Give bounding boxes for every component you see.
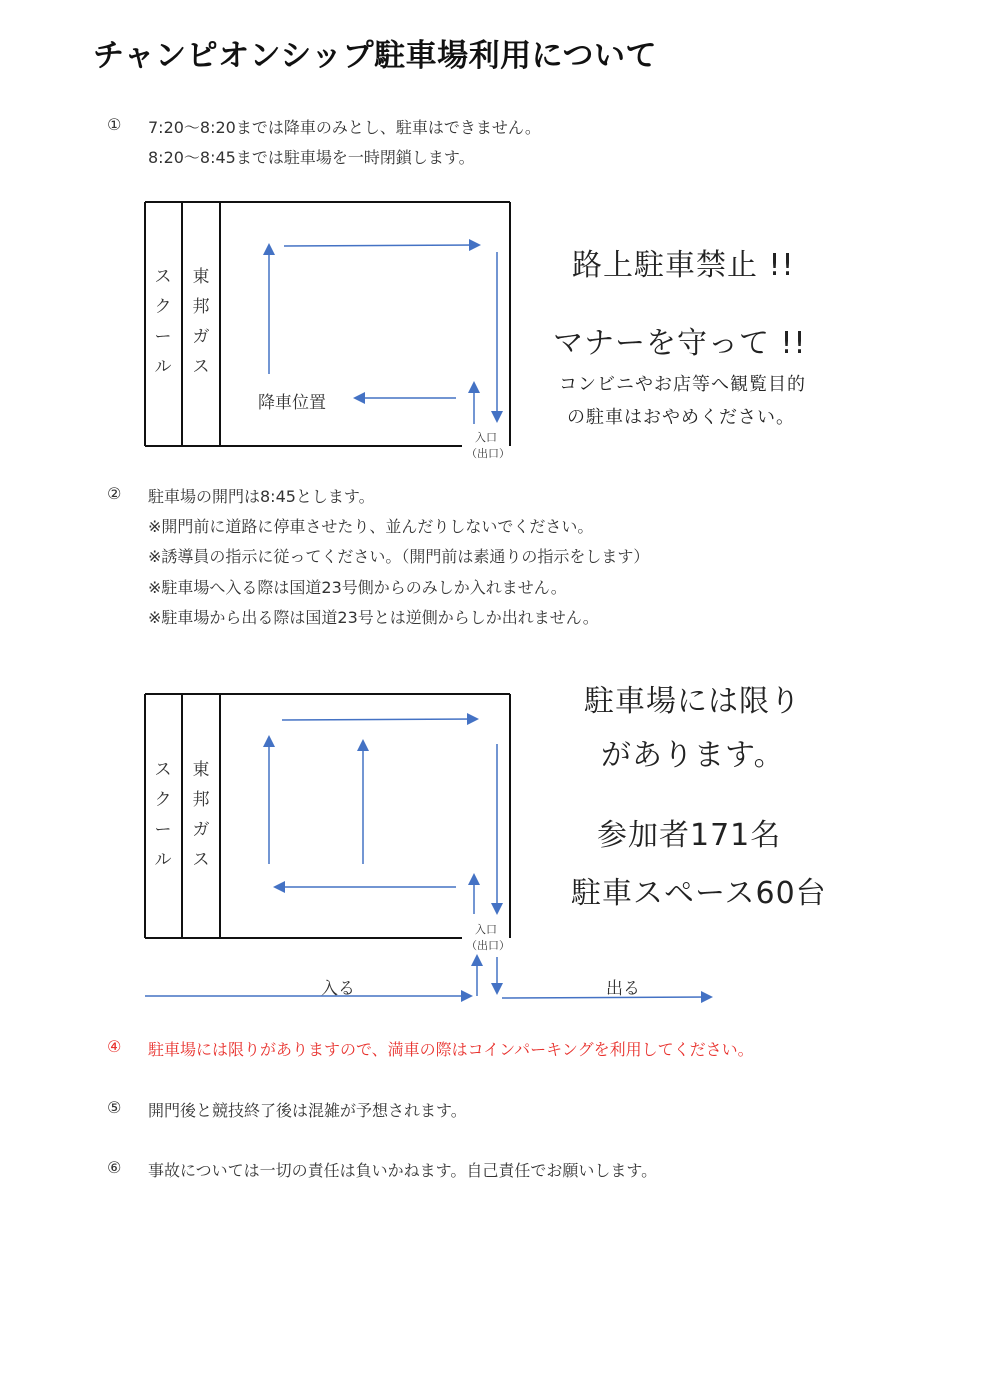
convenience-store-notice-2: の駐車はおやめください。 bbox=[567, 407, 795, 428]
convenience-store-notice-1: コンビニやお店等へ観覧目的 bbox=[559, 374, 806, 395]
dropoff-position-label: 降車位置 bbox=[258, 393, 326, 413]
section-6-text: 事故については一切の責任は負いかねます。自己責任でお願いします。 bbox=[148, 1161, 658, 1180]
limited-parking-notice-2: があります。 bbox=[601, 738, 785, 773]
section-6-number: ⑥ bbox=[107, 1158, 122, 1177]
section-4-text: 駐車場には限りがありますので、満車の際はコインパーキングを利用してください。 bbox=[148, 1040, 754, 1059]
section-2-line-3: ※誘導員の指示に従ってください。（開門前は素通りの指示をします） bbox=[148, 547, 650, 566]
entrance-exit-label-2: 入口 （出口） bbox=[466, 923, 510, 952]
section-2-number: ② bbox=[107, 484, 122, 503]
arrow-right-top bbox=[284, 245, 478, 246]
no-street-parking-notice: 路上駐車禁止 !! bbox=[572, 248, 795, 283]
page-title: チャンピオンシップ駐車場利用について bbox=[93, 38, 658, 74]
manners-notice: マナーを守って !! bbox=[553, 326, 807, 361]
section-2-line-2: ※開門前に道路に停車させたり、並んだりしないでください。 bbox=[148, 517, 594, 536]
section-2-line-5: ※駐車場から出る際は国道23号とは逆側からしか出れません。 bbox=[148, 608, 599, 627]
section-1-line-1: 7:20〜8:20までは降車のみとし、駐車はできません。 bbox=[148, 118, 541, 137]
school-label-1: ス ク ー ル bbox=[154, 267, 172, 377]
section-1-number: ① bbox=[107, 115, 122, 134]
section-2-line-4: ※駐車場へ入る際は国道23号側からのみしか入れません。 bbox=[148, 578, 567, 597]
section-1-line-2: 8:20〜8:45までは駐車場を一時閉鎖します。 bbox=[148, 148, 475, 167]
toho-gas-label-1: 東 邦 ガ ス bbox=[192, 267, 210, 377]
section-5-text: 開門後と競技終了後は混雑が予想されます。 bbox=[148, 1101, 467, 1120]
section-4-number: ④ bbox=[107, 1037, 122, 1056]
participants-count: 参加者171名 bbox=[597, 818, 782, 853]
toho-gas-label-2: 東 邦 ガ ス bbox=[192, 760, 210, 870]
leave-label: 出る bbox=[606, 979, 640, 999]
parking-spaces-count: 駐車スペース60台 bbox=[571, 876, 827, 911]
section-5-number: ⑤ bbox=[107, 1098, 122, 1117]
section-2-line-1: 駐車場の開門は8:45とします。 bbox=[148, 487, 375, 506]
limited-parking-notice-1: 駐車場には限り bbox=[584, 684, 801, 719]
school-label-2: ス ク ー ル bbox=[154, 760, 172, 870]
arrow-right-top-2 bbox=[282, 719, 476, 720]
entrance-exit-label-1: 入口 （出口） bbox=[466, 431, 510, 460]
enter-label: 入る bbox=[321, 979, 355, 999]
